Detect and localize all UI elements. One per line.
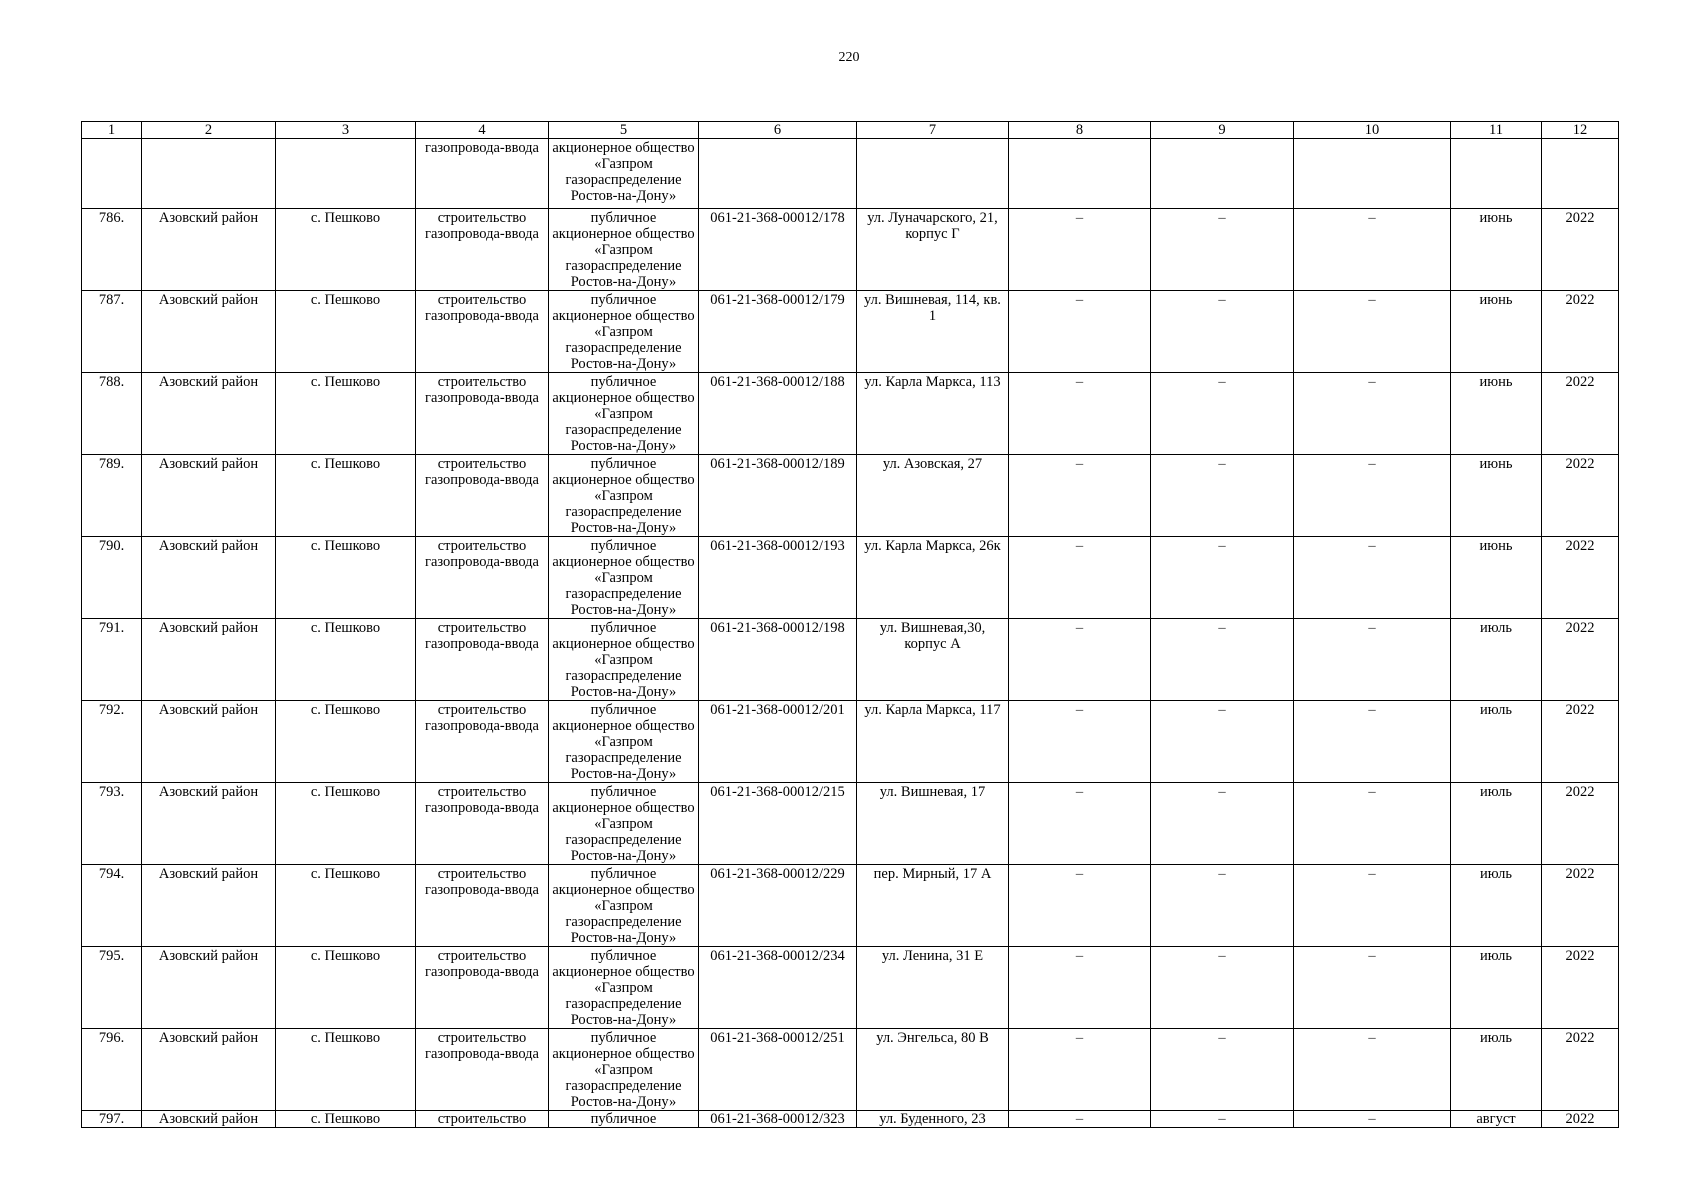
cell-col8: – (1009, 947, 1151, 1029)
cell-number: 791. (82, 619, 142, 701)
cell-col8: – (1009, 701, 1151, 783)
continuation-row (82, 139, 1619, 209)
cell-work: строительство газопровода-ввода (416, 373, 549, 455)
cell-col10: – (1294, 291, 1451, 373)
cell-col9: – (1151, 537, 1294, 619)
cell-address: ул. Вишневая,30, корпус А (857, 619, 1009, 701)
cell-settlement: с. Пешково (276, 209, 416, 291)
cell-work: строительство газопровода-ввода (416, 209, 549, 291)
cell-col10: – (1294, 619, 1451, 701)
cell-organization: публичное акционерное общество «Газпром газораспределение Ростов-на-Дону» (549, 865, 699, 947)
cell-month: август (1451, 1111, 1542, 1128)
cell-district: Азовский район (142, 537, 276, 619)
table-row (82, 865, 1619, 947)
cell-code: 061-21-368-00012/189 (699, 455, 857, 537)
cell-col9: – (1151, 373, 1294, 455)
cell-settlement: с. Пешково (276, 701, 416, 783)
cell-settlement: с. Пешково (276, 537, 416, 619)
cell-work: строительство газопровода-ввода (416, 455, 549, 537)
cell-organization: публичное акционерное общество «Газпром газораспределение Ростов-на-Дону» (549, 1029, 699, 1111)
cell-col9: – (1151, 291, 1294, 373)
cell-month: июль (1451, 701, 1542, 783)
cell-organization: публичное акционерное общество «Газпром газораспределение Ростов-на-Дону» (549, 619, 699, 701)
cell-district: Азовский район (142, 209, 276, 291)
cell-district: Азовский район (142, 1111, 276, 1128)
cell-col8: – (1009, 209, 1151, 291)
cell-month: июль (1451, 783, 1542, 865)
cell-year: 2022 (1542, 865, 1619, 947)
cell-col9: – (1151, 1111, 1294, 1128)
cell-district: Азовский район (142, 701, 276, 783)
cell-organization: публичное акционерное общество «Газпром газораспределение Ростов-на-Дону» (549, 209, 699, 291)
cell-settlement: с. Пешково (276, 619, 416, 701)
column-header: 1 (82, 122, 142, 139)
cell-code: 061-21-368-00012/215 (699, 783, 857, 865)
cell-year: 2022 (1542, 209, 1619, 291)
cell-year: 2022 (1542, 537, 1619, 619)
table-row (82, 373, 1619, 455)
table-row (82, 537, 1619, 619)
cell-col9: – (1151, 209, 1294, 291)
table-row (82, 783, 1619, 865)
cell-code: 061-21-368-00012/178 (699, 209, 857, 291)
cell-number: 789. (82, 455, 142, 537)
column-header: 5 (549, 122, 699, 139)
cell-organization: публичное акционерное общество «Газпром газораспределение Ростов-на-Дону» (549, 783, 699, 865)
cell-col8: – (1009, 619, 1151, 701)
cell-col8: – (1009, 291, 1151, 373)
cell-organization: публичное акционерное общество «Газпром газораспределение Ростов-на-Дону» (549, 455, 699, 537)
cell-code: 061-21-368-00012/229 (699, 865, 857, 947)
cell-district: Азовский район (142, 455, 276, 537)
cell-col8 (1009, 139, 1151, 209)
cell-settlement: с. Пешково (276, 947, 416, 1029)
table-row (82, 619, 1619, 701)
cell-col9: – (1151, 619, 1294, 701)
page-number: 220 (838, 50, 860, 65)
cell-code: 061-21-368-00012/198 (699, 619, 857, 701)
cell-settlement: с. Пешково (276, 783, 416, 865)
cell-year: 2022 (1542, 291, 1619, 373)
cell-organization: публичное акционерное общество «Газпром газораспределение Ростов-на-Дону» (549, 537, 699, 619)
cell-year: 2022 (1542, 701, 1619, 783)
cell-settlement: с. Пешково (276, 455, 416, 537)
cell-col10: – (1294, 947, 1451, 1029)
cell-district (142, 139, 276, 209)
cell-number: 792. (82, 701, 142, 783)
table-row (82, 1111, 1619, 1128)
cell-number: 797. (82, 1111, 142, 1128)
table-row (82, 1029, 1619, 1111)
cell-address: ул. Карла Маркса, 117 (857, 701, 1009, 783)
cell-address (857, 139, 1009, 209)
cell-code: 061-21-368-00012/193 (699, 537, 857, 619)
cell-col8: – (1009, 783, 1151, 865)
cell-address: пер. Мирный, 17 А (857, 865, 1009, 947)
cell-settlement (276, 139, 416, 209)
cell-number: 795. (82, 947, 142, 1029)
cell-month: июнь (1451, 455, 1542, 537)
cell-settlement: с. Пешково (276, 1029, 416, 1111)
cell-col10: – (1294, 701, 1451, 783)
cell-address: ул. Буденного, 23 (857, 1111, 1009, 1128)
register-body (82, 122, 1619, 1128)
cell-col10: – (1294, 373, 1451, 455)
cell-organization: публичное акционерное общество «Газпром газораспределение Ростов-на-Дону» (549, 701, 699, 783)
table-row (82, 209, 1619, 291)
cell-month: июнь (1451, 373, 1542, 455)
cell-organization: публичное акционерное общество «Газпром газораспределение Ростов-на-Дону» (549, 947, 699, 1029)
column-header: 4 (416, 122, 549, 139)
cell-settlement: с. Пешково (276, 865, 416, 947)
cell-district: Азовский район (142, 865, 276, 947)
column-header: 12 (1542, 122, 1619, 139)
table-row (82, 291, 1619, 373)
cell-address: ул. Карла Маркса, 26к (857, 537, 1009, 619)
cell-col8: – (1009, 1111, 1151, 1128)
cell-organization: публичное акционерное общество «Газпром газораспределение Ростов-на-Дону» (549, 373, 699, 455)
cell-work: строительство газопровода-ввода (416, 947, 549, 1029)
cell-organization: публичное (549, 1111, 699, 1128)
cell-month: июнь (1451, 209, 1542, 291)
cell-organization: акционерное общество «Газпром газораспределение Ростов-на-Дону» (549, 139, 699, 209)
cell-col9 (1151, 139, 1294, 209)
cell-col8: – (1009, 537, 1151, 619)
cell-code: 061-21-368-00012/188 (699, 373, 857, 455)
cell-code: 061-21-368-00012/323 (699, 1111, 857, 1128)
cell-month: июль (1451, 619, 1542, 701)
cell-address: ул. Вишневая, 114, кв. 1 (857, 291, 1009, 373)
cell-number: 790. (82, 537, 142, 619)
cell-col10: – (1294, 783, 1451, 865)
cell-number: 786. (82, 209, 142, 291)
cell-address: ул. Ленина, 31 Е (857, 947, 1009, 1029)
cell-col9: – (1151, 783, 1294, 865)
cell-address: ул. Азовская, 27 (857, 455, 1009, 537)
column-header: 9 (1151, 122, 1294, 139)
cell-number: 796. (82, 1029, 142, 1111)
column-header: 2 (142, 122, 276, 139)
column-header: 7 (857, 122, 1009, 139)
column-header: 3 (276, 122, 416, 139)
cell-year: 2022 (1542, 1111, 1619, 1128)
cell-district: Азовский район (142, 1029, 276, 1111)
cell-year (1542, 139, 1619, 209)
table-row (82, 455, 1619, 537)
cell-col10: – (1294, 209, 1451, 291)
cell-number (82, 139, 142, 209)
cell-code: 061-21-368-00012/251 (699, 1029, 857, 1111)
cell-district: Азовский район (142, 619, 276, 701)
cell-col10: – (1294, 865, 1451, 947)
cell-district: Азовский район (142, 373, 276, 455)
cell-col10 (1294, 139, 1451, 209)
cell-col10: – (1294, 455, 1451, 537)
cell-work: строительство газопровода-ввода (416, 1029, 549, 1111)
column-header: 11 (1451, 122, 1542, 139)
cell-work: строительство газопровода-ввода (416, 783, 549, 865)
cell-col8: – (1009, 455, 1151, 537)
cell-month: июнь (1451, 537, 1542, 619)
table-row (82, 947, 1619, 1029)
cell-year: 2022 (1542, 619, 1619, 701)
column-header: 8 (1009, 122, 1151, 139)
cell-code: 061-21-368-00012/179 (699, 291, 857, 373)
cell-col9: – (1151, 455, 1294, 537)
cell-organization: публичное акционерное общество «Газпром газораспределение Ростов-на-Дону» (549, 291, 699, 373)
cell-address: ул. Луначарского, 21, корпус Г (857, 209, 1009, 291)
cell-col9: – (1151, 865, 1294, 947)
table-row (82, 701, 1619, 783)
cell-col10: – (1294, 1111, 1451, 1128)
cell-work: газопровода-ввода (416, 139, 549, 209)
cell-col9: – (1151, 701, 1294, 783)
cell-work: строительство газопровода-ввода (416, 291, 549, 373)
cell-code: 061-21-368-00012/234 (699, 947, 857, 1029)
cell-col10: – (1294, 537, 1451, 619)
cell-month: июль (1451, 865, 1542, 947)
cell-address: ул. Карла Маркса, 113 (857, 373, 1009, 455)
cell-district: Азовский район (142, 947, 276, 1029)
cell-number: 794. (82, 865, 142, 947)
cell-month: июль (1451, 947, 1542, 1029)
cell-settlement: с. Пешково (276, 373, 416, 455)
cell-col10: – (1294, 1029, 1451, 1111)
cell-col8: – (1009, 373, 1151, 455)
cell-col8: – (1009, 1029, 1151, 1111)
cell-work: строительство газопровода-ввода (416, 865, 549, 947)
cell-work: строительство (416, 1111, 549, 1128)
cell-number: 793. (82, 783, 142, 865)
cell-settlement: с. Пешково (276, 291, 416, 373)
cell-col9: – (1151, 1029, 1294, 1111)
cell-settlement: с. Пешково (276, 1111, 416, 1128)
column-header: 10 (1294, 122, 1451, 139)
cell-number: 788. (82, 373, 142, 455)
cell-district: Азовский район (142, 291, 276, 373)
cell-work: строительство газопровода-ввода (416, 537, 549, 619)
cell-year: 2022 (1542, 373, 1619, 455)
register-table (81, 121, 1619, 1128)
cell-code (699, 139, 857, 209)
cell-month: июль (1451, 1029, 1542, 1111)
cell-year: 2022 (1542, 1029, 1619, 1111)
cell-month: июнь (1451, 291, 1542, 373)
cell-year: 2022 (1542, 783, 1619, 865)
cell-district: Азовский район (142, 783, 276, 865)
cell-code: 061-21-368-00012/201 (699, 701, 857, 783)
cell-work: строительство газопровода-ввода (416, 619, 549, 701)
cell-col8: – (1009, 865, 1151, 947)
cell-month (1451, 139, 1542, 209)
cell-col9: – (1151, 947, 1294, 1029)
cell-year: 2022 (1542, 455, 1619, 537)
column-header-row (82, 122, 1619, 139)
column-header: 6 (699, 122, 857, 139)
cell-year: 2022 (1542, 947, 1619, 1029)
cell-number: 787. (82, 291, 142, 373)
cell-address: ул. Энгельса, 80 В (857, 1029, 1009, 1111)
cell-address: ул. Вишневая, 17 (857, 783, 1009, 865)
cell-work: строительство газопровода-ввода (416, 701, 549, 783)
